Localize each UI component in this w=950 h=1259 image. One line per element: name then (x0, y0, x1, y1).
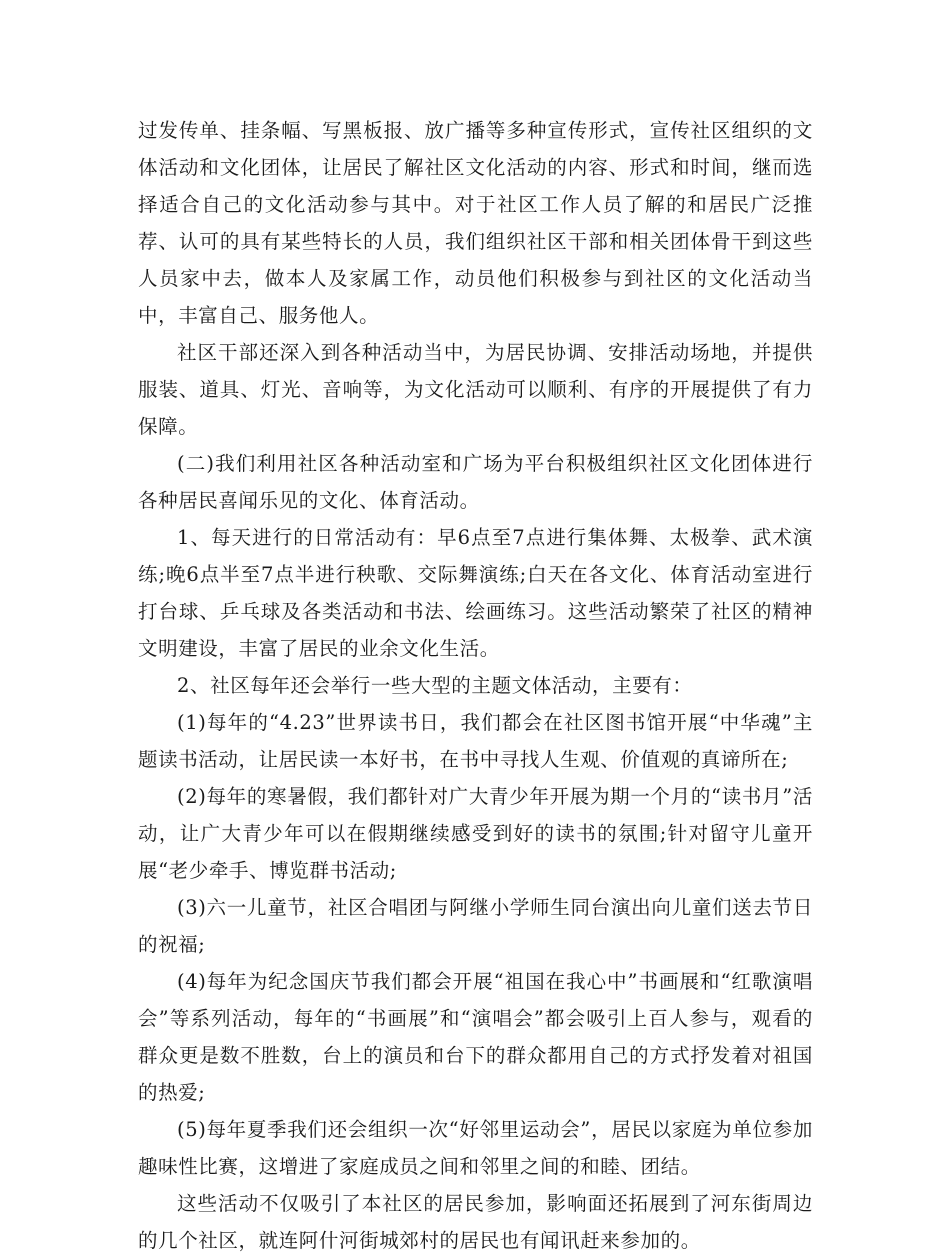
paragraph-2: 社区干部还深入到各种活动当中，为居民协调、安排活动场地，并提供服装、道具、灯光、音响等，为文化活动可以顺利、有序的开展提供了有力保障。 (138, 341, 813, 438)
paragraph-7: (2)每年的寒暑假，我们都针对广大青少年开展为期一个月的“读书月”活动，让广大青少年可以在假期继续感受到好的读书的氛围;针对留守儿童开展“老少牵手、博览群书活动; (138, 785, 813, 882)
paragraph-6: (1)每年的“4.23”世界读书日，我们都会在社区图书馆开展“中华魂”主题读书活动，让居民读一本好书，在书中寻找人生观、价值观的真谛所在; (138, 711, 813, 771)
document-body (138, 112, 813, 1259)
paragraph-10: (5)每年夏季我们还会组织一次“好邻里运动会”，居民以家庭为单位参加趣味性比赛，这增进了家庭成员之间和邻里之间的和睦、团结。 (138, 1118, 813, 1178)
paragraph-8: (3)六一儿童节，社区合唱团与阿继小学师生同台演出向儿童们送去节日的祝福; (138, 896, 813, 956)
paragraph-4: 1、每天进行的日常活动有：早6点至7点进行集体舞、太极拳、武术演练;晚6点半至7点半进行秧歌、交际舞演练;白天在各文化、体育活动室进行打台球、乒乓球及各类活动和书法、绘画练习。这些活动繁荣了社区的精神文明建设，丰富了居民的业余文化生活。 (138, 526, 813, 660)
paragraph-9: (4)每年为纪念国庆节我们都会开展“祖国在我心中”书画展和“红歌演唱会”等系列活动，每年的“书画展”和“演唱会”都会吸引上百人参与，观看的群众更是数不胜数，台上的演员和台下的群众都用自己的方式抒发着对祖国的热爱; (138, 970, 813, 1104)
paragraph-3: (二)我们利用社区各种活动室和广场为平台积极组织社区文化团体进行各种居民喜闻乐见的文化、体育活动。 (138, 452, 813, 512)
paragraph-1: 过发传单、挂条幅、写黑板报、放广播等多种宣传形式，宣传社区组织的文体活动和文化团体，让居民了解社区文化活动的内容、形式和时间，继而选择适合自己的文化活动参与其中。对于社区工作人员了解的和居民广泛推荐、认可的具有某些特长的人员，我们组织社区干部和相关团体骨干到这些人员家中去，做本人及家属工作，动员他们积极参与到社区的文化活动当中，丰富自己、服务他人。 (138, 119, 813, 327)
paragraph-11: 这些活动不仅吸引了本社区的居民参加，影响面还拓展到了河东街周边的几个社区，就连阿什河街城郊村的居民也有闻讯赶来参加的。 (138, 1192, 813, 1252)
paragraph-5: 2、社区每年还会举行一些大型的主题文体活动，主要有： (177, 674, 693, 697)
